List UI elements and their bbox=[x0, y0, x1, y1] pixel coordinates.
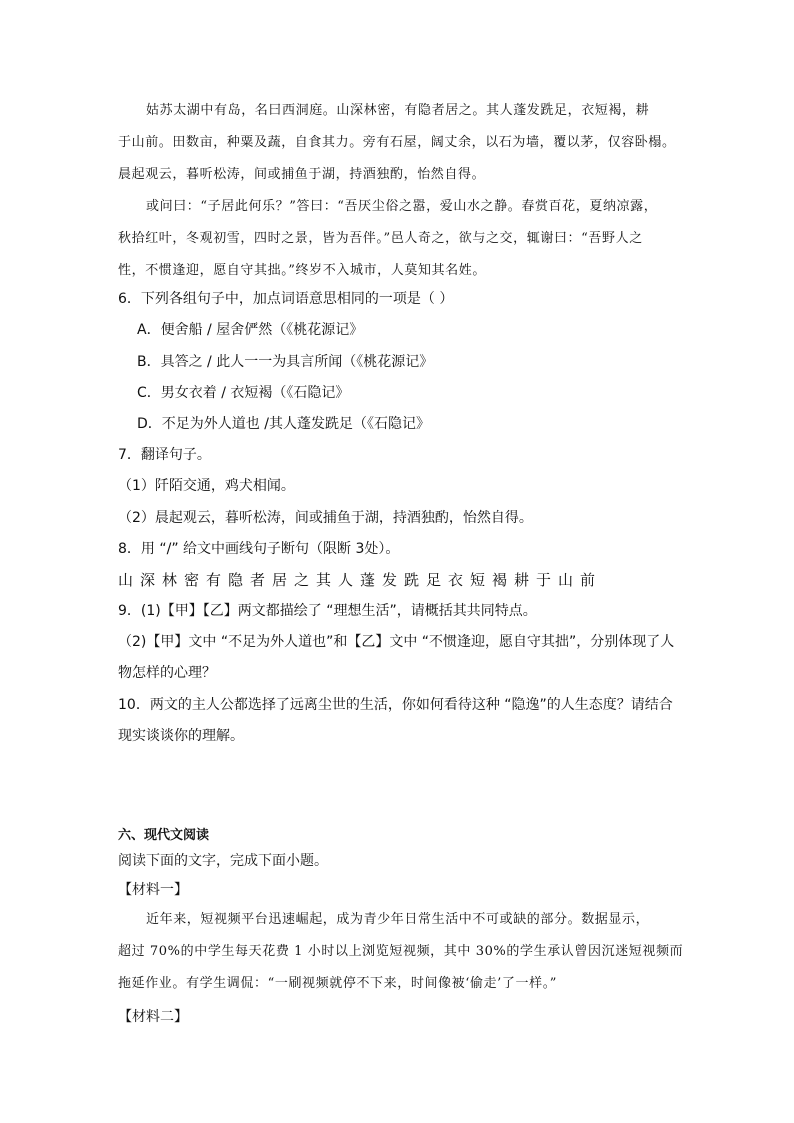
material-2-label: 【材料二】 bbox=[118, 1009, 188, 1025]
question-8-stem: 8．用 “/” 给文中画线句子断句（限断 3处）。 bbox=[118, 541, 400, 557]
passage-line: 于山前。田数亩，种粟及蔬，自食其力。旁有石屋，阔丈余，以石为墙，覆以茅，仅容卧榻。 bbox=[118, 135, 676, 150]
question-6-option-b: B．具答之 / 此人一一为具言所闻（《桃花源记》 bbox=[137, 354, 434, 370]
question-6-option-c: C．男女衣着 / 衣短褐（《石隐记》 bbox=[137, 385, 350, 401]
material-1-label: 【材料一】 bbox=[118, 882, 188, 898]
passage-line: 姑苏太湖中有岛，名曰西洞庭。山深林密，有隐者居之。其人蓬发跣足，衣短褐，耕 bbox=[146, 103, 650, 118]
material-1-line: 拖延作业。有学生调侃：“一刷视频就停不下来，时间像被‘偷走’了一样。” bbox=[118, 976, 558, 991]
question-9-part-2-cont: 物怎样的心理？ bbox=[118, 665, 216, 681]
passage-line: 晨起观云，暮听松涛，间或捕鱼于湖，持酒独酌，怡然自得。 bbox=[118, 167, 486, 182]
passage-line: 秋拾红叶，冬观初雪，四时之景，皆为吾伴。”邑人奇之，欲与之交，辄谢曰：“吾野人之 bbox=[118, 231, 643, 246]
question-9-part-2: （2)【甲】文中 “不足为外人道也”和【乙】文中 “不惯逢迎，愿自守其拙”，分别体现了人 bbox=[118, 634, 675, 650]
material-1-line: 近年来，短视频平台迅速崛起，成为青少年日常生活中不可或缺的部分。数据显示， bbox=[146, 912, 650, 927]
question-6-option-a: A．便舍船 / 屋舍俨然（《桃花源记》 bbox=[137, 322, 364, 338]
question-10-line-1: 10．两文的主人公都选择了远离尘世的生活，你如何看待这种 “隐逸”的人生态度？请结合 bbox=[118, 697, 673, 713]
question-6-option-d: D．不足为外人道也 /其人蓬发跣足（《石隐记》 bbox=[137, 416, 430, 432]
question-6-stem: 6．下列各组句子中，加点词语意思相同的一项是（ ） bbox=[118, 291, 454, 307]
material-1-line: 超过 70%的中学生每天花费 1 小时以上浏览短视频，其中 30%的学生承认曾因沉迷短视频而 bbox=[118, 944, 684, 959]
section-heading: 六、现代文阅读 bbox=[118, 828, 210, 843]
section-instruction: 阅读下面的文字，完成下面小题。 bbox=[118, 853, 328, 869]
question-10-line-2: 现实谈谈你的理解。 bbox=[118, 728, 244, 744]
question-9-part-1: 9．(1)【甲】【乙】两文都描绘了 “理想生活”，请概括其共同特点。 bbox=[118, 603, 537, 619]
question-8-sentence: 山深林密有隐者居之其人蓬发跣足衣短褐耕于山前 bbox=[118, 571, 603, 589]
question-7-item-2: （2）晨起观云，暮听松涛，间或捕鱼于湖，持酒独酌，怡然自得。 bbox=[118, 510, 533, 526]
question-7-stem: 7．翻译句子。 bbox=[118, 447, 211, 463]
question-7-item-1: （1）阡陌交通，鸡犬相闻。 bbox=[118, 478, 295, 494]
passage-line: 或问曰：“子居此何乐？”答曰：“吾厌尘俗之嚣，爱山水之静。春赏百花，夏纳凉露， bbox=[146, 199, 658, 214]
passage-line: 性，不惯逢迎，愿自守其拙。”终岁不入城市，人莫知其名姓。 bbox=[118, 263, 486, 278]
